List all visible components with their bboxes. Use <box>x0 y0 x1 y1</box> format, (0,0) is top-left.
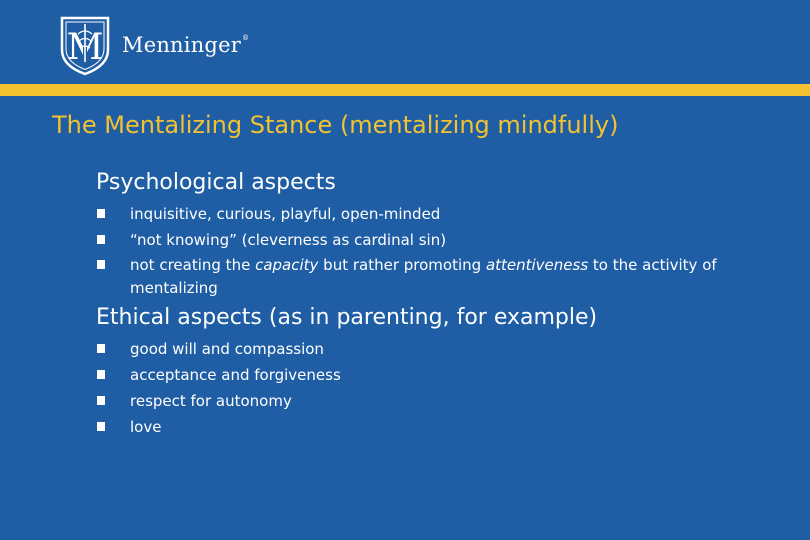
bullet-text: good will and compassion <box>130 340 324 358</box>
bullet-text-part: to the activity of mentalizing <box>130 256 717 297</box>
list-item <box>96 201 720 227</box>
bullet-emphasis-capacity: capacity <box>255 256 319 274</box>
bullet-text: respect for autonomy <box>130 392 292 410</box>
brand-name <box>122 32 250 57</box>
ethical-list <box>96 336 720 440</box>
brand-name-text: Menninger <box>122 32 241 57</box>
accent-bar <box>0 84 810 96</box>
square-bullet-icon <box>97 235 105 244</box>
slide-title: The Mentalizing Stance (mentalizing mindfully) <box>52 111 619 139</box>
list-item <box>96 253 720 302</box>
bullet-text: acceptance and forgiveness <box>130 366 341 384</box>
square-bullet-icon <box>97 370 105 379</box>
ethical-heading: Ethical aspects (as in parenting, for example) <box>96 305 598 330</box>
list-item <box>96 388 720 414</box>
registered-mark: ® <box>241 33 250 42</box>
square-bullet-icon <box>97 344 105 353</box>
menninger-shield-icon <box>58 14 112 76</box>
ethical-section <box>96 304 720 440</box>
square-bullet-icon <box>97 422 105 431</box>
bullet-text-part: not creating the <box>130 256 256 274</box>
menninger-logo <box>58 14 249 76</box>
square-bullet-icon <box>97 396 105 405</box>
psychological-list <box>96 201 720 302</box>
square-bullet-icon <box>97 260 105 269</box>
svg-text:M: M <box>66 27 104 68</box>
square-bullet-icon <box>97 209 105 218</box>
bullet-text: love <box>130 418 162 436</box>
bullet-text: inquisitive, curious, playful, open-minded <box>130 205 441 223</box>
list-item <box>96 362 720 388</box>
bullet-text: “not knowing” (cleverness as cardinal sin) <box>130 231 447 249</box>
list-item <box>96 227 720 253</box>
psychological-section <box>96 169 720 302</box>
bullet-text-part: but rather promoting <box>318 256 486 274</box>
list-item <box>96 336 720 362</box>
list-item <box>96 414 720 440</box>
psychological-heading: Psychological aspects <box>96 170 336 195</box>
bullet-emphasis-attentiveness: attentiveness <box>485 256 589 274</box>
